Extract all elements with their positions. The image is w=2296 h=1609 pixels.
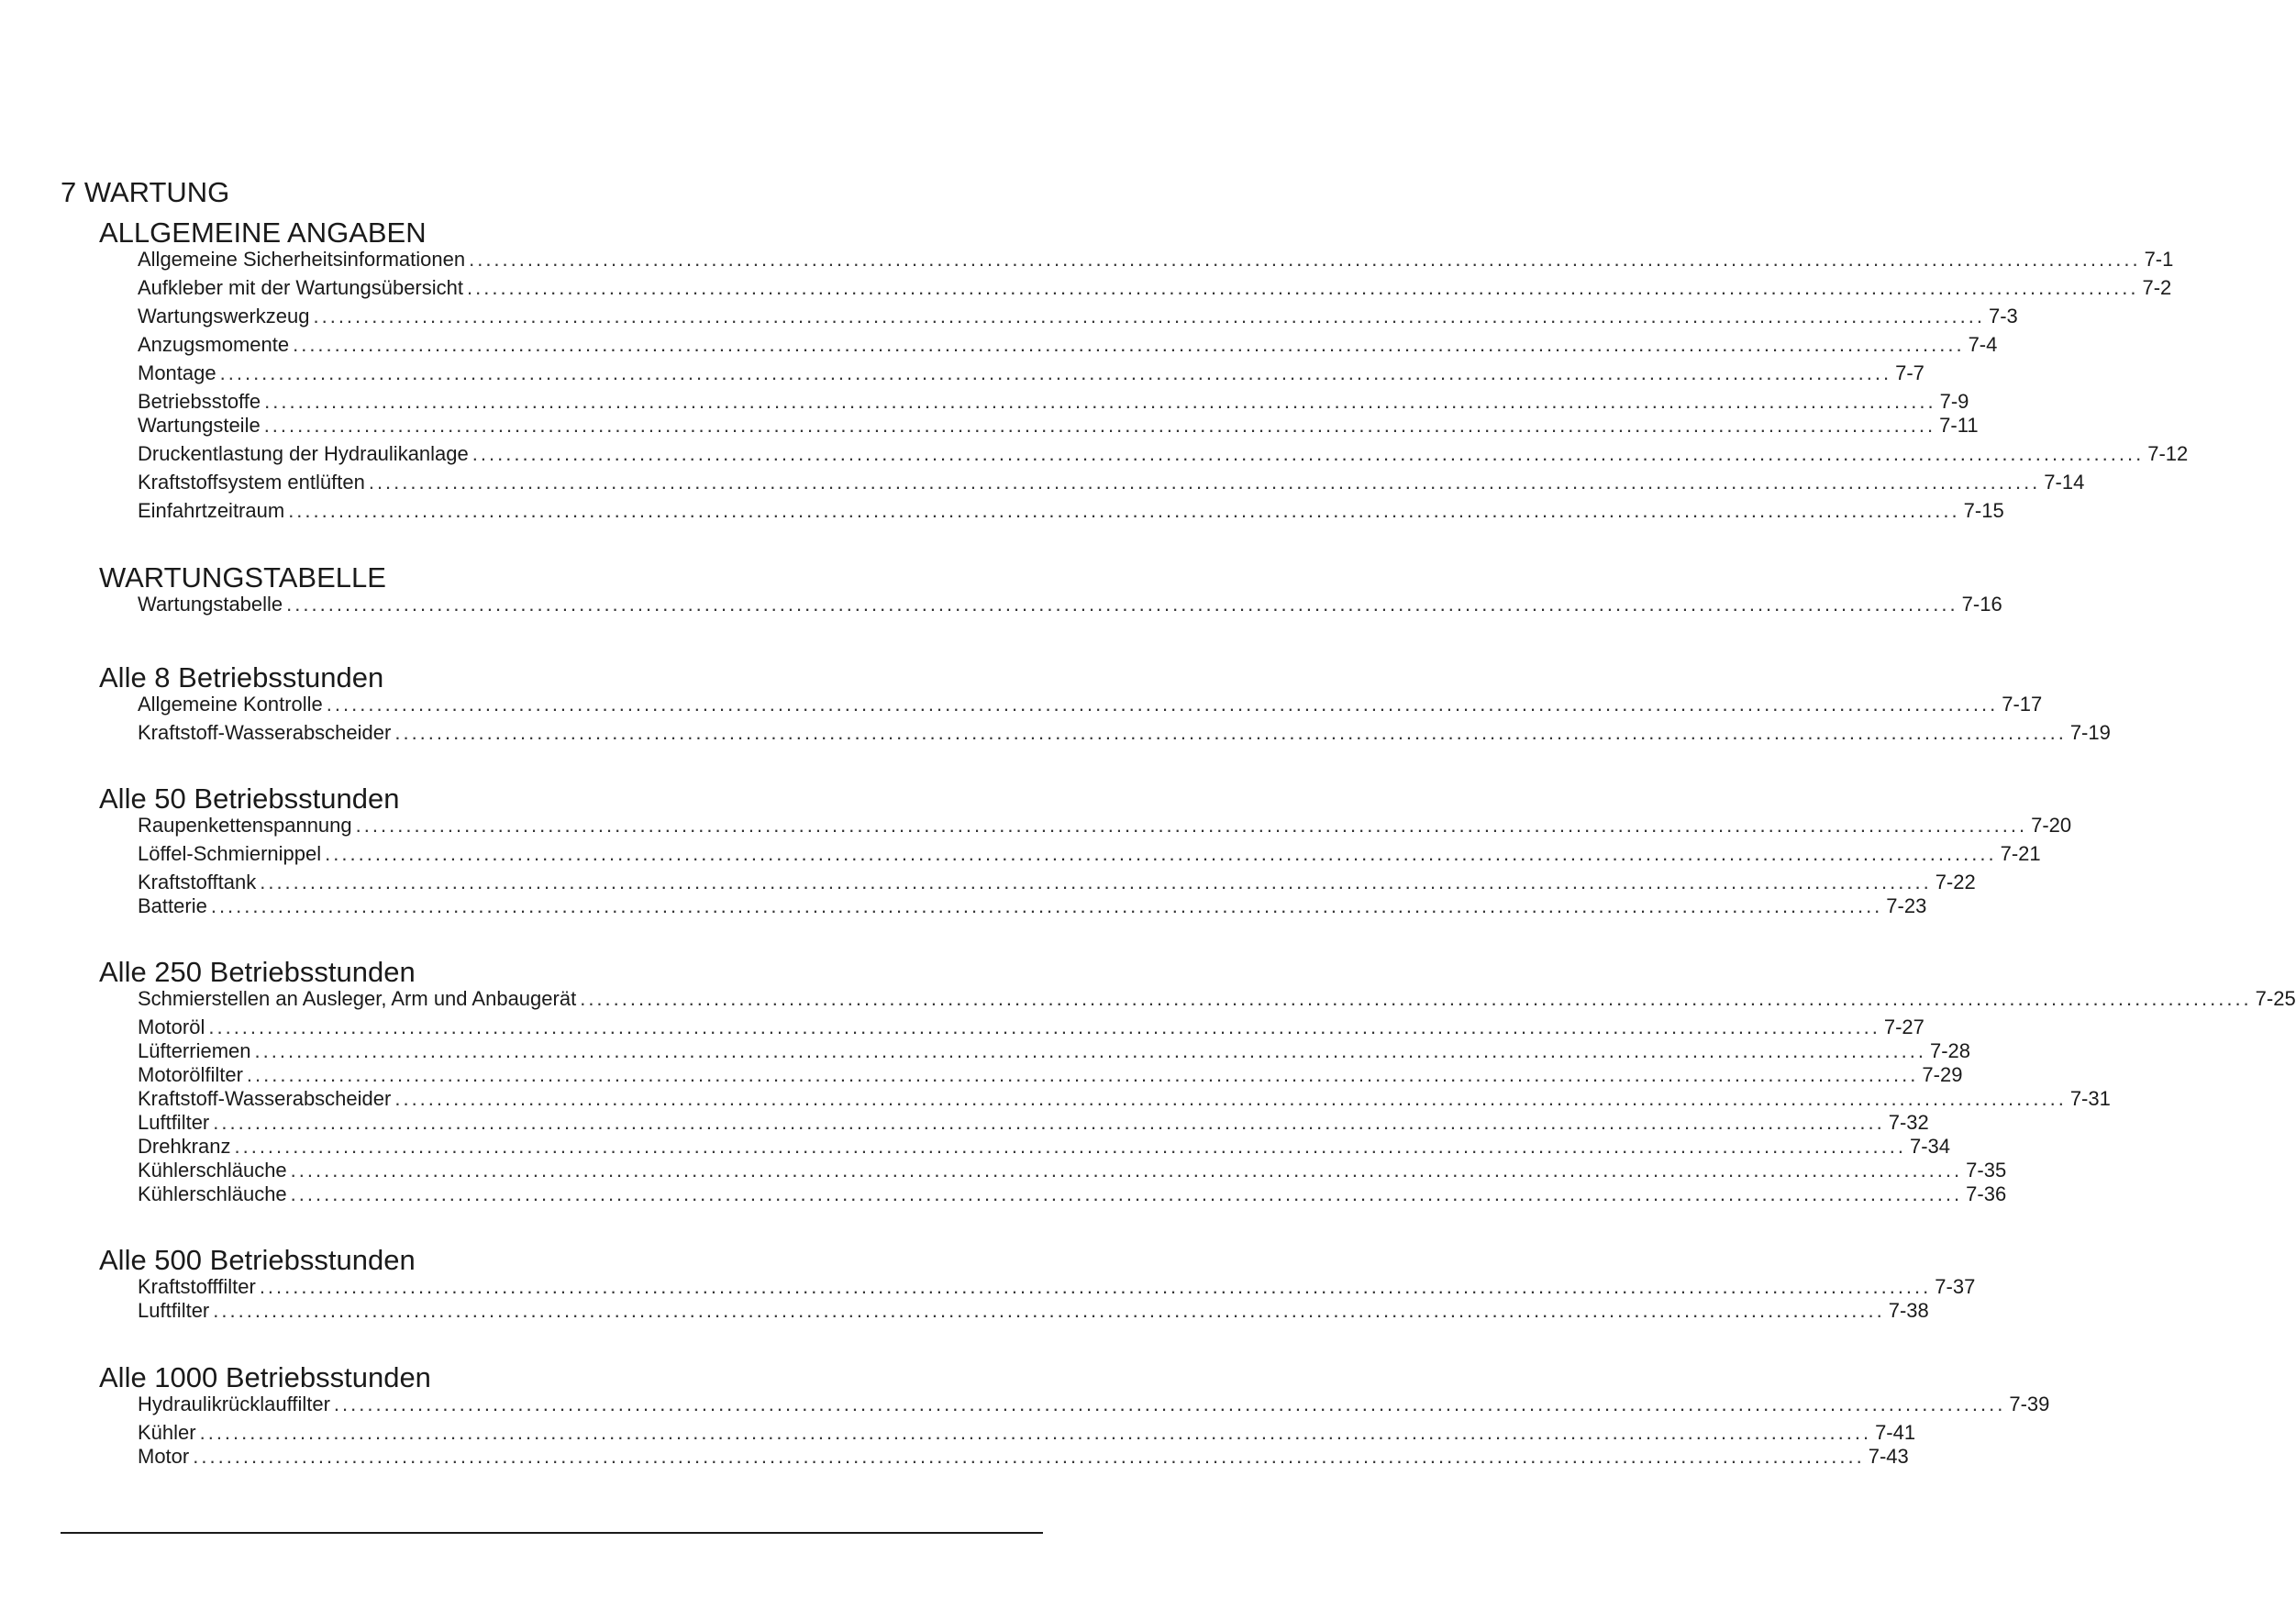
dot-leader: ........................................................................................................................................................................................................ bbox=[254, 1039, 1926, 1062]
footer-rule bbox=[61, 1532, 1043, 1534]
toc-entry[interactable] bbox=[138, 1087, 2111, 1110]
toc-entry-label: Drehkranz bbox=[138, 1135, 231, 1158]
dot-leader: ........................................................................................................................................................................................................ bbox=[286, 593, 1958, 616]
toc-entry-label: Kraftstofftank bbox=[138, 871, 257, 893]
dot-leader: ........................................................................................................................................................................................................ bbox=[325, 842, 1997, 865]
toc-entry-page: 7-15 bbox=[1963, 499, 2004, 522]
dot-leader: ........................................................................................................................................................................................................ bbox=[199, 1421, 1872, 1444]
toc-entry[interactable] bbox=[138, 1135, 1950, 1158]
toc-entry[interactable] bbox=[138, 1421, 1916, 1444]
toc-entry-page: 7-32 bbox=[1888, 1111, 1929, 1134]
dot-leader: ........................................................................................................................................................................................................ bbox=[368, 471, 2041, 494]
toc-entry-page: 7-7 bbox=[1895, 361, 1924, 384]
toc-entry[interactable] bbox=[138, 1111, 1929, 1134]
toc-entry-page: 7-22 bbox=[1935, 871, 1976, 893]
toc-entry-page: 7-17 bbox=[2002, 693, 2043, 716]
toc-entry[interactable] bbox=[138, 1015, 1924, 1038]
toc-entry-label: Kühlerschläuche bbox=[138, 1182, 287, 1205]
toc-entry[interactable] bbox=[138, 333, 1998, 356]
toc-entry[interactable] bbox=[138, 276, 2172, 299]
toc-entry-label: Betriebsstoffe bbox=[138, 390, 261, 413]
toc-entry[interactable] bbox=[138, 305, 2018, 327]
toc-entry-label: Wartungsteile bbox=[138, 414, 261, 437]
toc-entry-page: 7-34 bbox=[1909, 1135, 1950, 1158]
toc-entry-label: Motorölfilter bbox=[138, 1063, 243, 1086]
toc-entry[interactable] bbox=[138, 987, 2296, 1010]
toc-entry[interactable] bbox=[138, 1445, 1909, 1468]
toc-entry-page: 7-37 bbox=[1935, 1275, 1976, 1298]
toc-entry[interactable] bbox=[138, 442, 2189, 465]
toc-entry-label: Montage bbox=[138, 361, 216, 384]
toc-entry-page: 7-35 bbox=[1966, 1159, 2007, 1182]
toc-entry-page: 7-2 bbox=[2142, 276, 2172, 299]
dot-leader: ........................................................................................................................................................................................................ bbox=[234, 1135, 1906, 1158]
toc-entry-label: Kraftstoff-Wasserabscheider bbox=[138, 721, 392, 744]
toc-entry[interactable] bbox=[138, 721, 2111, 744]
toc-entry[interactable] bbox=[138, 471, 2085, 494]
toc-entry-page: 7-38 bbox=[1888, 1299, 1929, 1322]
toc-entry-page: 7-19 bbox=[2069, 721, 2111, 744]
dot-leader: ........................................................................................................................................................................................................ bbox=[326, 693, 1999, 716]
toc-entry-page: 7-11 bbox=[1939, 414, 1979, 437]
toc-entry-page: 7-23 bbox=[1886, 894, 1927, 917]
toc-entry[interactable] bbox=[138, 842, 2041, 865]
toc-entry[interactable] bbox=[138, 1393, 2050, 1415]
toc-entry[interactable] bbox=[138, 1275, 1976, 1298]
toc-entry[interactable] bbox=[138, 1159, 2007, 1182]
toc-entry[interactable] bbox=[138, 814, 2072, 837]
dot-leader: ........................................................................................................................................................................................................ bbox=[213, 1111, 1885, 1134]
toc-entry-page: 7-20 bbox=[2031, 814, 2072, 837]
toc-entry-label: Raupenkettenspannung bbox=[138, 814, 352, 837]
toc-entry-label: Schmierstellen an Ausleger, Arm und Anbaugerät bbox=[138, 987, 577, 1010]
toc-entry[interactable] bbox=[138, 1299, 1929, 1322]
dot-leader: ........................................................................................................................................................................................................ bbox=[293, 333, 1965, 356]
toc-entry[interactable] bbox=[138, 361, 1924, 384]
toc-entry-page: 7-29 bbox=[1922, 1063, 1963, 1086]
dot-leader: ........................................................................................................................................................................................................ bbox=[259, 1275, 1932, 1298]
toc-entry-label: Aufkleber mit der Wartungsübersicht bbox=[138, 276, 463, 299]
dot-leader: ........................................................................................................................................................................................................ bbox=[394, 1087, 2067, 1110]
toc-entry[interactable] bbox=[138, 499, 2004, 522]
dot-leader: ........................................................................................................................................................................................................ bbox=[469, 248, 2141, 271]
toc-entry[interactable] bbox=[138, 693, 2043, 716]
section-title: ALLGEMEINE ANGABEN bbox=[99, 216, 427, 249]
toc-entry-label: Batterie bbox=[138, 894, 207, 917]
dot-leader: ........................................................................................................................................................................................................ bbox=[471, 442, 2145, 465]
section-title: Alle 1000 Betriebsstunden bbox=[99, 1361, 431, 1393]
dot-leader: ........................................................................................................................................................................................................ bbox=[313, 305, 1985, 327]
section-title: Alle 500 Betriebsstunden bbox=[99, 1244, 416, 1276]
toc-entry[interactable] bbox=[138, 1039, 1971, 1062]
toc-entry-label: Löffel-Schmiernippel bbox=[138, 842, 322, 865]
dot-leader: ........................................................................................................................................................................................................ bbox=[355, 814, 2028, 837]
dot-leader: ........................................................................................................................................................................................................ bbox=[193, 1445, 1865, 1468]
toc-entry-label: Wartungstabelle bbox=[138, 593, 283, 616]
toc-entry[interactable] bbox=[138, 894, 1927, 917]
toc-entry-label: Motoröl bbox=[138, 1015, 205, 1038]
toc-entry-label: Wartungswerkzeug bbox=[138, 305, 310, 327]
toc-entry-label: Hydraulikrücklauffilter bbox=[138, 1393, 330, 1415]
toc-entry-page: 7-39 bbox=[2009, 1393, 2050, 1415]
toc-entry[interactable] bbox=[138, 414, 1979, 437]
toc-entry-label: Allgemeine Kontrolle bbox=[138, 693, 323, 716]
section-title: Alle 250 Betriebsstunden bbox=[99, 956, 416, 988]
toc-entry-page: 7-31 bbox=[2069, 1087, 2111, 1110]
toc-entry[interactable] bbox=[138, 390, 1969, 413]
toc-entry-page: 7-21 bbox=[2000, 842, 2041, 865]
toc-entry-page: 7-41 bbox=[1875, 1421, 1916, 1444]
toc-entry-page: 7-43 bbox=[1868, 1445, 1909, 1468]
toc-entry-page: 7-1 bbox=[2144, 248, 2174, 271]
dot-leader: ........................................................................................................................................................................................................ bbox=[288, 499, 1960, 522]
dot-leader: ........................................................................................................................................................................................................ bbox=[333, 1393, 2006, 1415]
toc-entry-label: Kühler bbox=[138, 1421, 196, 1444]
toc-entry-page: 7-9 bbox=[1939, 390, 1969, 413]
section-title: Alle 8 Betriebsstunden bbox=[99, 661, 384, 694]
toc-entry-label: Kraftstoff-Wasserabscheider bbox=[138, 1087, 392, 1110]
toc-entry-page: 7-25 bbox=[2255, 987, 2296, 1010]
toc-entry-page: 7-28 bbox=[1929, 1039, 1971, 1062]
toc-entry-page: 7-14 bbox=[2044, 471, 2085, 494]
dot-leader: ........................................................................................................................................................................................................ bbox=[394, 721, 2067, 744]
dot-leader: ........................................................................................................................................................................................................ bbox=[208, 1015, 1880, 1038]
dot-leader: ........................................................................................................................................................................................................ bbox=[219, 361, 1892, 384]
toc-entry[interactable] bbox=[138, 248, 2174, 271]
toc-entry-page: 7-4 bbox=[1968, 333, 1998, 356]
toc-entry-label: Luftfilter bbox=[138, 1299, 210, 1322]
toc-entry[interactable] bbox=[138, 593, 2002, 616]
section-title: WARTUNGSTABELLE bbox=[99, 561, 386, 594]
toc-entry[interactable] bbox=[138, 871, 1976, 893]
toc-entry-label: Kraftstofffilter bbox=[138, 1275, 256, 1298]
toc-entry-page: 7-27 bbox=[1883, 1015, 1924, 1038]
dot-leader: ........................................................................................................................................................................................................ bbox=[580, 987, 2252, 1010]
toc-entry-page: 7-36 bbox=[1966, 1182, 2007, 1205]
dot-leader: ........................................................................................................................................................................................................ bbox=[290, 1159, 1963, 1182]
toc-entry-label: Lüfterriemen bbox=[138, 1039, 251, 1062]
toc-entry-label: Kühlerschläuche bbox=[138, 1159, 287, 1182]
dot-leader: ........................................................................................................................................................................................................ bbox=[263, 414, 1936, 437]
toc-entry-label: Einfahrtzeitraum bbox=[138, 499, 285, 522]
toc-entry-label: Luftfilter bbox=[138, 1111, 210, 1134]
dot-leader: ........................................................................................................................................................................................................ bbox=[467, 276, 2139, 299]
dot-leader: ........................................................................................................................................................................................................ bbox=[210, 894, 1883, 917]
toc-entry-label: Allgemeine Sicherheitsinformationen bbox=[138, 248, 466, 271]
toc-entry-label: Motor bbox=[138, 1445, 190, 1468]
section-title: Alle 50 Betriebsstunden bbox=[99, 782, 400, 815]
toc-entry-label: Kraftstoffsystem entlüften bbox=[138, 471, 365, 494]
toc-entry[interactable] bbox=[138, 1182, 2007, 1205]
toc-entry[interactable] bbox=[138, 1063, 1963, 1086]
toc-entry-label: Anzugsmomente bbox=[138, 333, 290, 356]
dot-leader: ........................................................................................................................................................................................................ bbox=[260, 871, 1932, 893]
toc-entry-label: Druckentlastung der Hydraulikanlage bbox=[138, 442, 469, 465]
dot-leader: ........................................................................................................................................................................................................ bbox=[246, 1063, 1919, 1086]
chapter-title: 7 WARTUNG bbox=[61, 176, 230, 208]
dot-leader: ........................................................................................................................................................................................................ bbox=[213, 1299, 1885, 1322]
dot-leader: ........................................................................................................................................................................................................ bbox=[290, 1182, 1963, 1205]
toc-entry-page: 7-16 bbox=[1961, 593, 2002, 616]
toc-entry-page: 7-12 bbox=[2147, 442, 2189, 465]
toc-entry-page: 7-3 bbox=[1988, 305, 2018, 327]
dot-leader: ........................................................................................................................................................................................................ bbox=[264, 390, 1936, 413]
